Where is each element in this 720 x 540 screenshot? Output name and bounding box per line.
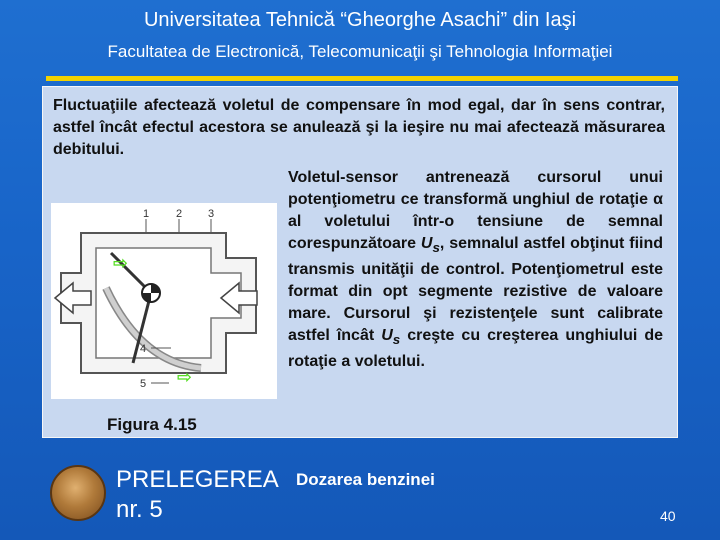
paragraph-sensor-part2: , semnalul astfel obţinut fiind transmis unităţii de control. Potenţiometrul este format din opt segmente rezistive de valoare mare. Cursorul şi rezistenţele sunt calibrate astfel încât [288, 235, 663, 345]
university-medal-logo [50, 465, 106, 521]
paragraph-sensor [288, 167, 663, 373]
paragraph-sensor-part1: Voletul-sensor antrenează cursorul unui potenţiometru ce transformă unghiul de rotaţie α al voletului într-o tensiune de semnal corespunzătoare [288, 169, 663, 252]
lecture-number: nr. 5 [116, 496, 163, 523]
paragraph-fluctuations: Fluctuaţiile afectează voletul de compensare în mod egal, dar în sens contrar, astfel încât efectul acestora se anulează şi la ieşire nu mai afectează măsurarea debitului. [53, 97, 665, 158]
lecture-label [116, 465, 279, 525]
header-divider [46, 76, 678, 81]
paragraph-sensor-part3: creşte cu creşterea unghiului de rotaţie a voletului. [288, 327, 664, 371]
us-symbol: $U_s$ [420, 235, 440, 256]
figure-label-2: 2 [176, 208, 183, 220]
figure-label-3: 3 [208, 208, 215, 220]
us-symbol-2: $U_s$ [381, 327, 401, 348]
lecture-label-text: PRELEGEREA [116, 466, 279, 493]
faculty-title: Facultatea de Electronică, Telecomunicaţii şi Tehnologia Informaţiei [107, 42, 613, 61]
lecture-subject: Dozarea benzinei [296, 470, 435, 489]
figure-label-1: 1 [143, 208, 150, 220]
airflow-sensor-figure [51, 203, 277, 399]
figure-label-4: 4 [140, 343, 147, 355]
svg-text:⇨: ⇨ [113, 253, 129, 274]
figure-caption: Figura 4.15 [107, 415, 197, 434]
content-panel [42, 86, 678, 438]
university-title: Universitatea Tehnică “Gheorghe Asachi” din Iaşi [143, 9, 577, 31]
svg-text:⇨: ⇨ [177, 367, 193, 388]
airflow-sensor-diagram [51, 203, 277, 399]
page-number: 40 [660, 508, 676, 524]
figure-label-5: 5 [140, 378, 147, 390]
